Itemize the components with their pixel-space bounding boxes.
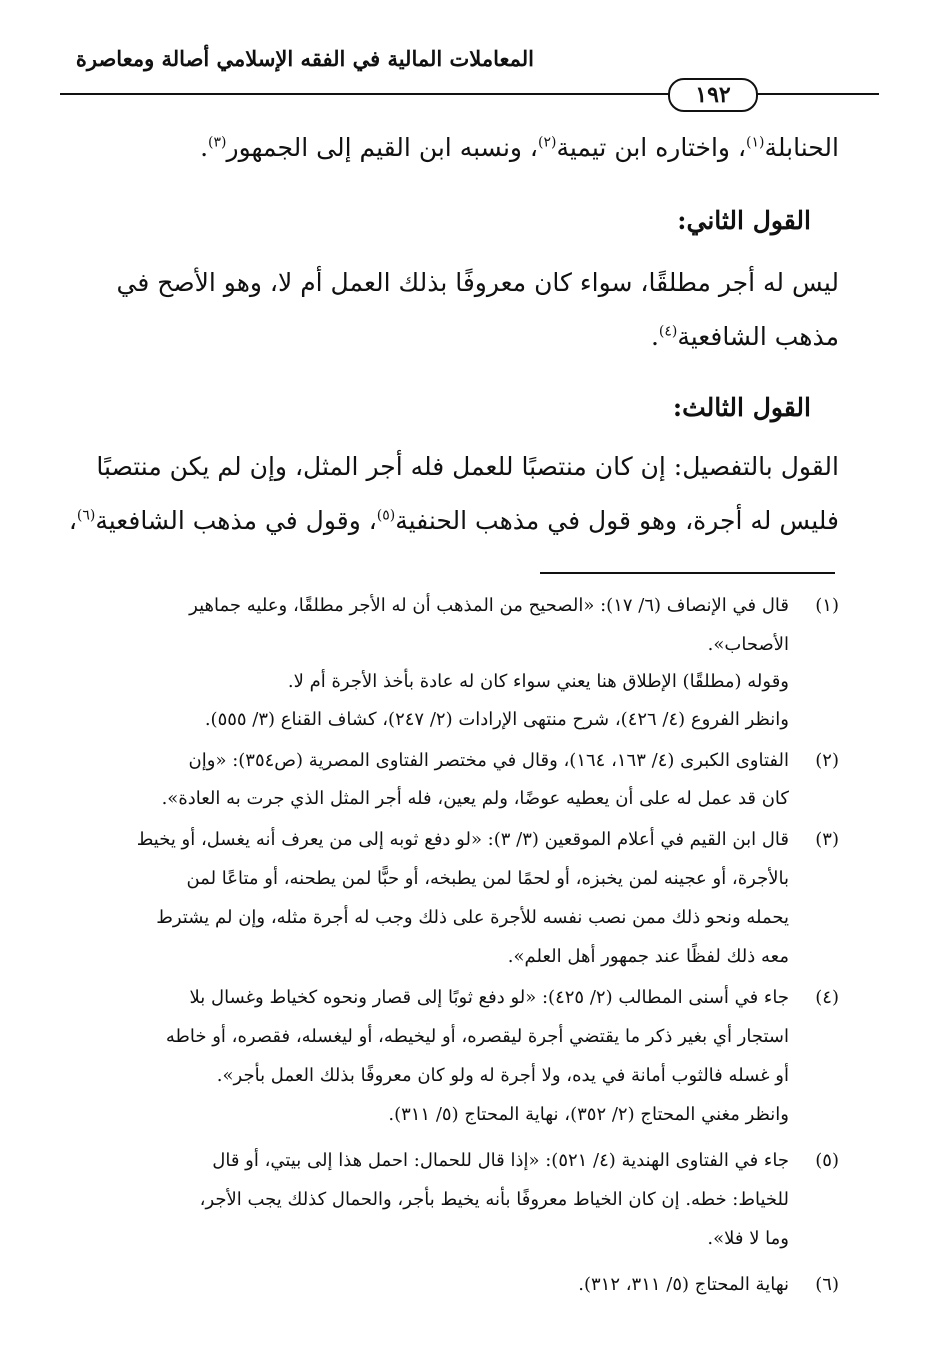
body-text-span: فليس له أجرة، وهو قول في مذهب الحنفية (395, 506, 839, 535)
footnote-ref-3[interactable]: (٣) (208, 134, 227, 151)
heading-second-opinion: القول الثاني: (677, 206, 811, 235)
footnote-line: الأصحاب». (707, 634, 789, 655)
footnote-line: وانظر مغني المحتاج (٢/ ٣٥٢)، نهاية المحتاج (٥/ ٣١١). (388, 1104, 789, 1125)
body-text-span: ، (68, 506, 77, 535)
body-text-span: . (200, 133, 209, 162)
footnote-line: جاء في أسنى المطالب (٢/ ٤٢٥): «لو دفع ثوبًا إلى قصار ونحوه كخياط وغسال بلا (189, 987, 789, 1008)
body-line-3 (99, 322, 839, 351)
footnote-separator (540, 572, 835, 574)
footnote-ref-1[interactable]: (١) (746, 134, 765, 151)
footnote-ref-6[interactable]: (٦) (76, 507, 96, 524)
footnote-line: يحمله ونحو ذلك ممن نصب نفسه للأجرة على ذلك وجب له أجرة مثله، وإن لم يشترط (156, 907, 789, 928)
footnote-number: (٥) (815, 1150, 839, 1171)
footnote-line: للخياط: خطه. إن كان الخياط معروفًا بأنه يخيط بأجر، والحمال كذلك يجب الأجر، (199, 1189, 789, 1210)
footnote-line: كان قد عمل له على أن يعطيه عوضًا، ولم يعين، فله أجر المثل الذي جرت به العادة». (161, 788, 789, 809)
body-text-span: ، وقول في مذهب الشافعية (95, 506, 377, 535)
page-number: ١٩٢ (668, 78, 758, 112)
footnote-line: وقوله (مطلقًا) الإطلاق هنا يعني سواء كان له عادة بأخذ الأجرة أم لا. (287, 671, 789, 692)
footnote-number: (١) (815, 595, 839, 616)
footnote-ref-4[interactable]: (٤) (658, 323, 678, 340)
footnote-line: نهاية المحتاج (٥/ ٣١١، ٣١٢). (578, 1274, 789, 1295)
footnote-line: الفتاوى الكبرى (٤/ ١٦٣، ١٦٤)، وقال في مختصر الفتاوى المصرية (ص٣٥٤): «وإن (188, 750, 789, 771)
body-text-span: ، واختاره ابن تيمية (556, 133, 747, 162)
body-text-span: الحنابلة (764, 133, 839, 162)
footnote-line: قال ابن القيم في أعلام الموقعين (٣/ ٣): «لو دفع ثوبه إلى من يعرف أنه يغسل، أو يخيط (136, 829, 789, 850)
footnote-line: وما لا فلا». (707, 1228, 789, 1249)
footnote-number: (٢) (815, 750, 839, 771)
body-text-span: ، ونسبه ابن القيم إلى الجمهور (226, 133, 538, 162)
footnote-line: قال في الإنصاف (٦/ ١٧): «الصحيح من المذهب أن له الأجر مطلقًا، وعليه جماهير (189, 595, 789, 616)
running-header-title: المعاملات المالية في الفقه الإسلامي أصالة ومعاصرة (75, 46, 534, 71)
footnote-number: (٤) (815, 987, 839, 1008)
body-text-span: . (650, 322, 659, 351)
footnote-line: بالأجرة، أو عجينه لمن يخبزه، أو لحمًا لمن يطبخه، أو حبًّا لمن يطحنه، أو متاعًا لمن (186, 868, 789, 889)
body-text-span: مذهب الشافعية (677, 322, 839, 351)
footnote-number: (٣) (815, 829, 839, 850)
footnote-line: وانظر الفروع (٤/ ٤٢٦)، شرح منتهى الإرادات (٢/ ٢٤٧)، كشاف القناع (٣/ ٥٥٥). (204, 709, 789, 730)
footnote-number: (٦) (815, 1274, 839, 1295)
footnote-line: أو غسله فالثوب أمانة في يده، ولا أجرة له ولو كان معروفًا بذلك العمل بأجر». (216, 1065, 789, 1086)
footnote-ref-2[interactable]: (٢) (538, 134, 557, 151)
body-line-4: القول بالتفصيل: إن كان منتصبًا للعمل فله أجر المثل، وإن لم يكن منتصبًا (96, 452, 839, 481)
footnote-ref-5[interactable]: (٥) (376, 507, 396, 524)
heading-third-opinion: القول الثالث: (672, 393, 811, 422)
body-line-1 (99, 133, 839, 162)
body-line-5 (68, 506, 839, 535)
footnote-line: استجار أي بغير ذكر ما يقتضي أجرة ليقصره، أو ليخيطه، أو ليغسله، فقصره، أو خاطه (165, 1026, 789, 1047)
footnote-line: معه ذلك لفظًا عند جمهور أهل العلم». (507, 946, 789, 967)
footnote-line: جاء في الفتاوى الهندية (٤/ ٥٢١): «إذا قال للحمال: احمل هذا إلى بيتي، أو قال (212, 1150, 789, 1171)
body-line-2: ليس له أجر مطلقًا، سواء كان معروفًا بذلك العمل أم لا، وهو الأصح في (116, 268, 839, 297)
